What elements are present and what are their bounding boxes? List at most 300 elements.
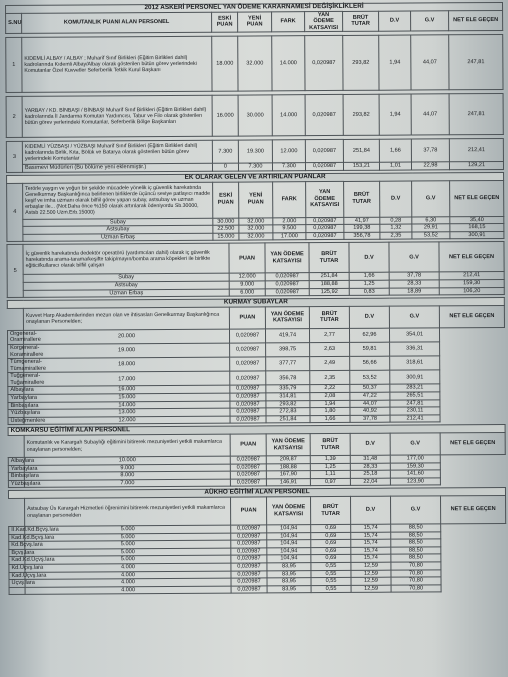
row-label: Üsteğmenlere bbox=[8, 417, 24, 425]
cell-net: 159,30 bbox=[439, 279, 504, 287]
cell-yeni: 32.000 bbox=[239, 225, 273, 233]
cell-gv: 18,89 bbox=[389, 287, 439, 295]
cell-katsayi: 0,020987 bbox=[230, 371, 266, 385]
cell-gv: 31,48 bbox=[350, 455, 390, 463]
cell-gv: 12,59 bbox=[351, 577, 391, 585]
cell-dv: 0,69 bbox=[311, 532, 351, 540]
cell-brut: 83,95 bbox=[267, 585, 311, 593]
cell-net: 230,11 bbox=[390, 407, 440, 415]
table-row bbox=[7, 287, 504, 298]
cell-gv: 12,59 bbox=[351, 570, 391, 578]
section-description: Kuvvet Harp Akademilerinden mezun olan ve ihtisasları Genelkurmay Başkanlığınca onaylanan Personelden; bbox=[23, 307, 229, 330]
cell-gv: 12,59 bbox=[351, 585, 391, 593]
row-number: 4 bbox=[7, 183, 23, 242]
cell-dv: 0,55 bbox=[311, 578, 351, 586]
cell-fark: 9.500 bbox=[273, 225, 306, 233]
page bbox=[5, 2, 506, 595]
cell-gv: 22,04 bbox=[350, 478, 390, 486]
cell-gv: 44,07 bbox=[411, 94, 449, 135]
cell-net: 168,15 bbox=[450, 224, 504, 232]
header-cell: BRÜT TUTAR bbox=[309, 243, 349, 273]
cell-katsayi: 0,020987 bbox=[230, 393, 266, 401]
cell-gv: 37,78 bbox=[411, 139, 449, 162]
cell-gv: 15,74 bbox=[351, 524, 391, 532]
section-title: EK OLARAK GELEN VE ARTIRILAN PUANLAR bbox=[7, 172, 504, 183]
cell-eski: 16.000 bbox=[212, 95, 238, 136]
cell-puan: 15.000 bbox=[24, 393, 230, 402]
cell-brut: 272,83 bbox=[266, 408, 310, 416]
cell-brut: 104,94 bbox=[267, 532, 311, 540]
cell-brut: 356,78 bbox=[344, 232, 380, 240]
section-title: AÜKHO EĞİTİMİ ALAN PERSONEL bbox=[8, 488, 505, 499]
table-row bbox=[9, 584, 506, 595]
header-cell: G.V bbox=[411, 10, 449, 31]
cell-puan: 4.000 bbox=[25, 563, 231, 572]
row-label: Astsubay bbox=[23, 281, 229, 290]
cell-puan: 16.000 bbox=[24, 386, 230, 395]
cell-fark: 7.300 bbox=[272, 163, 305, 171]
table-row bbox=[8, 477, 505, 488]
cell-net: 265,51 bbox=[390, 392, 440, 400]
header-cell: YAN ÖDEME KATSAYISI bbox=[306, 181, 344, 217]
table-row bbox=[6, 162, 503, 173]
row-label: Albaylara bbox=[8, 457, 24, 465]
cell-gv: 15,74 bbox=[351, 532, 391, 540]
row-label: Albaylara bbox=[8, 387, 24, 395]
header-cell: G.V bbox=[412, 180, 450, 216]
cell-net: 123,90 bbox=[390, 478, 440, 486]
cell-brut: 125,92 bbox=[309, 288, 349, 296]
row-label: Korgeneral-Koramirallere bbox=[8, 344, 24, 358]
cell-dv: 1,25 bbox=[349, 280, 389, 288]
cell-katsayi: 0,020987 bbox=[231, 586, 267, 594]
cell-dv: 2,63 bbox=[310, 342, 350, 356]
cell-brut: 104,94 bbox=[267, 555, 311, 563]
cell-dv: 0,69 bbox=[311, 540, 351, 548]
main-table bbox=[5, 2, 504, 173]
cell-gv: 15,74 bbox=[351, 547, 391, 555]
cell-brut: 356,78 bbox=[266, 371, 310, 385]
cell-dv: 1,66 bbox=[310, 415, 350, 423]
cell-puan: 9.000 bbox=[229, 281, 265, 289]
cell-net: 354,01 bbox=[389, 328, 439, 342]
cell-dv: 0,55 bbox=[311, 585, 351, 593]
row-label: Yüzbaşılara bbox=[8, 410, 24, 418]
cell-brut: 83,95 bbox=[267, 570, 311, 578]
cell-dv: 0,55 bbox=[311, 562, 351, 570]
row-description: Basımevi Müdürleri (Bu bölüme yeni eklenmiştir.) bbox=[22, 164, 212, 173]
cell-yeni: 19.300 bbox=[238, 140, 272, 163]
cell-gv: 62,96 bbox=[349, 328, 389, 342]
cell-eski: 7.300 bbox=[212, 140, 238, 163]
cell-eski: 22.500 bbox=[213, 225, 239, 233]
header-cell: D.V bbox=[349, 243, 389, 273]
cell-puan: 17.000 bbox=[24, 371, 230, 386]
cell-puan: 19.000 bbox=[24, 343, 230, 358]
cell-brut: 146,91 bbox=[266, 478, 310, 486]
cell-gv: 37,78 bbox=[350, 415, 390, 423]
cell-net: 35,40 bbox=[450, 216, 504, 224]
header-cell: PUAN bbox=[230, 434, 266, 456]
cell-gv: 6,30 bbox=[412, 216, 450, 224]
cell-net: 106,20 bbox=[439, 287, 504, 295]
cell-puan: 6.000 bbox=[229, 288, 265, 296]
header-cell: PUAN bbox=[229, 243, 265, 273]
cell-katsayi: 0,020987 bbox=[229, 329, 265, 343]
cell-brut: 188,88 bbox=[309, 280, 349, 288]
cell-katsayi: 0,020987 bbox=[231, 525, 267, 533]
cell-katsayi: 0,020987 bbox=[230, 456, 266, 464]
cell-yeni: 30.000 bbox=[238, 95, 272, 136]
row-label: Orgeneral-Oramirallere bbox=[7, 330, 23, 344]
cell-net: 141,60 bbox=[390, 470, 440, 478]
row-label: Binbaşılara bbox=[8, 473, 24, 481]
cell-puan: 4.000 bbox=[25, 571, 231, 580]
cell-katsayi: 0,020987 bbox=[230, 357, 266, 371]
section-title: KOMKARSU EĞİTİMİ ALAN PERSONEL bbox=[8, 425, 505, 436]
cell-puan: 5.000 bbox=[25, 540, 231, 549]
row-label: Subay bbox=[23, 218, 213, 227]
header-cell: KOMUTANLIK PUANI ALAN PERSONEL bbox=[22, 12, 212, 34]
cell-brut: 83,95 bbox=[267, 563, 311, 571]
cell-dv: 2,77 bbox=[309, 328, 349, 342]
cell-dv: 1,39 bbox=[310, 455, 350, 463]
cell-yeni: 32.000 bbox=[238, 36, 272, 91]
cell-katsayi: 0,020987 bbox=[265, 288, 309, 296]
section-description: Komutanlık ve Karargah Subaylığı eğitimini bitirerek mezuniyetleri yetkili makamlarca onaylanan personelden; bbox=[24, 434, 230, 457]
cell-net: 212,41 bbox=[439, 272, 504, 280]
cell-puan: 4.000 bbox=[25, 578, 231, 587]
cell-katsayi: 0,020987 bbox=[231, 548, 267, 556]
cell-net: 247,81 bbox=[390, 400, 440, 408]
table-row bbox=[6, 94, 503, 138]
page-title: 2012 ASKERİ PERSONEL YAN ÖDEME KARARNAMESİ DEĞİŞİKLİKLERİ bbox=[6, 2, 503, 13]
section-title: KURMAY SUBAYLAR bbox=[7, 298, 504, 309]
section-5-table bbox=[6, 241, 504, 298]
cell-dv: 1,11 bbox=[310, 471, 350, 479]
cell-dv: 1,80 bbox=[310, 408, 350, 416]
s5-header-row bbox=[7, 242, 504, 275]
cell-gv: 28,33 bbox=[350, 463, 390, 471]
cell-eski: 18.000 bbox=[212, 36, 238, 91]
header-cell: G.V bbox=[390, 433, 440, 455]
header-cell: ESKİ PUAN bbox=[213, 182, 239, 218]
cell-net: 247,81 bbox=[449, 94, 503, 135]
header-cell: NET ELE GEÇEN bbox=[439, 242, 504, 272]
cell-brut: 251,84 bbox=[343, 140, 379, 163]
header-cell: YAN ÖDEME KATSAYISI bbox=[267, 497, 311, 525]
cell-puan: 5.000 bbox=[25, 533, 231, 542]
kurmay-header-row bbox=[7, 305, 504, 330]
cell-net: 88,50 bbox=[391, 531, 441, 539]
cell-net: 318,61 bbox=[390, 356, 440, 370]
header-cell: NET ELE GEÇEN bbox=[440, 432, 505, 454]
row-description: KIDEMLİ YÜZBAŞI / YÜZBAŞI Muharif Sınıf Birlikleri (Eğitim Birlikleri dahil) kadrolarında Birlik, Kıta, Bölük ve Batarya olarak gösterilen bütün görev yerlerindeki Komutanlar bbox=[22, 141, 212, 165]
cell-katsayi: 0,020987 bbox=[231, 570, 267, 578]
cell-katsayi: 0,020987 bbox=[230, 464, 266, 472]
cell-net: 336,31 bbox=[390, 342, 440, 356]
header-cell: YAN ÖDEME KATSAYISI bbox=[265, 243, 309, 273]
cell-puan: 5.000 bbox=[25, 548, 231, 557]
row-description: YARBAY / KD. BİNBAŞI / BİNBAŞI Muharif Sınıf Birlikleri (Eğitim Birlikleri dahil) kadrolarında İl Jandarma Komutan Yardımcısı, Tabur ve Filo olarak gösterilen bütün görev yerlerindeki Komutanlar, Seferberlik Bölge Başkanları bbox=[22, 96, 212, 138]
table-row bbox=[7, 231, 504, 242]
cell-eski: 15.000 bbox=[213, 233, 239, 241]
cell-puan: 20.000 bbox=[23, 329, 229, 344]
header-cell: NET ELE GEÇEN bbox=[450, 180, 504, 216]
row-description: KIDEMLİ ALBAY / ALBAY ; Muharif Sınıf Birlikleri (Eğitim Birlikleri dahil) kadrolarında Kıdemli Albay/Albay olarak gösterilen bütün görev yerlerindeki Komutanlar Özel Kuvvetler Seferberlik Tetkik Kurul Başkanı bbox=[22, 37, 212, 93]
cell-katsayi: 0,020987 bbox=[231, 555, 267, 563]
cell-brut: 293,82 bbox=[266, 400, 310, 408]
header-cell: BRÜT TUTAR bbox=[343, 11, 379, 32]
cell-gv: 15,74 bbox=[351, 539, 391, 547]
cell-brut: 251,84 bbox=[266, 415, 310, 423]
cell-katsayi: 0,020987 bbox=[306, 217, 344, 225]
cell-gv: 22,98 bbox=[411, 162, 449, 170]
header-cell: FARK bbox=[273, 181, 306, 217]
cell-brut: 398,75 bbox=[266, 343, 310, 357]
cell-dv: 1,94 bbox=[379, 35, 411, 90]
cell-puan: 7.000 bbox=[24, 479, 230, 488]
cell-katsayi: 0,020987 bbox=[230, 471, 266, 479]
cell-brut: 293,82 bbox=[343, 36, 379, 91]
cell-brut: 104,94 bbox=[267, 547, 311, 555]
header-cell: S.NU bbox=[6, 13, 22, 34]
table-row bbox=[6, 139, 503, 165]
cell-eski: 30.000 bbox=[213, 218, 239, 226]
cell-dv: 0,83 bbox=[349, 288, 389, 296]
cell-gv: 56,66 bbox=[350, 356, 390, 370]
row-number: 1 bbox=[6, 38, 22, 93]
header-cell: NET ELE GEÇEN bbox=[449, 10, 503, 31]
cell-dv: 0,97 bbox=[310, 478, 350, 486]
cell-katsayi: 0,020987 bbox=[265, 273, 309, 281]
cell-gv: 40,92 bbox=[350, 407, 390, 415]
row-label: Tümgeneral-Tümamirallere bbox=[8, 358, 24, 372]
cell-net: 70,80 bbox=[391, 585, 441, 593]
row-label: Bçvş.lara bbox=[9, 549, 25, 557]
cell-dv: 1,25 bbox=[310, 463, 350, 471]
row-label: Kd.Üçvş.lara bbox=[9, 564, 25, 572]
header-cell: G.V bbox=[391, 496, 441, 524]
cell-dv: 0,69 bbox=[311, 555, 351, 563]
cell-puan: 5.000 bbox=[25, 525, 231, 534]
row-label: Subay bbox=[23, 273, 229, 282]
header-cell: G.V bbox=[389, 242, 439, 272]
cell-brut: 199,38 bbox=[344, 224, 380, 232]
cell-net: 88,50 bbox=[391, 539, 441, 547]
cell-dv: 0,55 bbox=[311, 570, 351, 578]
cell-net: 212,41 bbox=[449, 139, 503, 162]
cell-katsayi: 0,020987 bbox=[265, 281, 309, 289]
cell-dv: 0,69 bbox=[311, 524, 351, 532]
cell-brut: 293,82 bbox=[343, 95, 379, 136]
cell-puan: 10.000 bbox=[24, 456, 230, 465]
cell-yeni: 32.000 bbox=[239, 233, 273, 241]
komkarsu-table bbox=[8, 424, 506, 488]
section-description: Astsubay Üs Karargah Hizmetleri öğrenimini bitirerek mezuniyetleri yetkili makamlarca onaylanan personelden bbox=[25, 497, 231, 526]
cell-net: 247,81 bbox=[449, 35, 503, 90]
header-cell: ESKİ PUAN bbox=[212, 12, 238, 33]
header-cell: YENİ PUAN bbox=[239, 181, 273, 217]
cell-fark: 12.000 bbox=[272, 140, 305, 163]
cell-katsayi: 0,020987 bbox=[305, 36, 343, 91]
cell-brut: 335,79 bbox=[266, 385, 310, 393]
cell-brut: 419,74 bbox=[265, 328, 309, 342]
cell-yeni: 32.000 bbox=[239, 217, 273, 225]
cell-dv: 0,69 bbox=[311, 547, 351, 555]
header-cell: PUAN bbox=[231, 497, 267, 525]
cell-brut: 41,97 bbox=[344, 217, 380, 225]
cell-gv: 25,18 bbox=[350, 470, 390, 478]
row-label: Kad.Kd.Üçvş.lara bbox=[9, 557, 25, 565]
cell-gv: 53,52 bbox=[350, 370, 390, 384]
cell-gv: 29,91 bbox=[412, 224, 450, 232]
cell-net: 300,91 bbox=[450, 231, 504, 239]
cell-gv: 44,07 bbox=[350, 400, 390, 408]
section-description: Terörle yaygın ve yoğun bir şekilde mücadele yönelik iç güvenlik harekatında Genelkurmay Başkanlığınca belirlenen birliklerde üçüncü seviye patlayıcı madde keşif ve imha uzmanı olarak bilfiil görev yapan subay, astsubay ve uzman erbaşlar ile... (Not:Daha önce %150 olarak artırılarak ödeniyordu Sb.30000, Astsb 22.500 Uzm.Erb.15000) bbox=[23, 182, 213, 219]
cell-katsayi: 0,020987 bbox=[230, 416, 266, 424]
cell-dv: 1,94 bbox=[310, 400, 350, 408]
cell-katsayi: 0,020987 bbox=[305, 163, 343, 171]
cell-brut: 167,90 bbox=[266, 471, 310, 479]
row-label: II.Kad.Kd.Bçvş.lara bbox=[9, 526, 25, 534]
header-cell: FARK bbox=[272, 11, 305, 32]
cell-dv: 2,22 bbox=[310, 385, 350, 393]
header-cell: YAN ÖDEME KATSAYISI bbox=[265, 306, 309, 328]
cell-puan: 12.000 bbox=[229, 273, 265, 281]
cell-puan: 12.000 bbox=[24, 416, 230, 425]
header-cell: YENİ PUAN bbox=[238, 11, 272, 32]
cell-brut: 104,94 bbox=[267, 525, 311, 533]
row-label: Üçvş.lara bbox=[9, 580, 25, 588]
cell-puan: 5.000 bbox=[25, 556, 231, 565]
cell-dv: 1,66 bbox=[349, 273, 389, 281]
cell-katsayi: 0,020987 bbox=[305, 140, 343, 163]
header-cell: BRÜT TUTAR bbox=[310, 433, 350, 455]
cell-net: 159,30 bbox=[390, 462, 440, 470]
ek-puan-table bbox=[6, 172, 505, 242]
cell-net: 212,41 bbox=[390, 415, 440, 423]
cell-puan: 4.000 bbox=[25, 586, 231, 595]
cell-gv: 28,33 bbox=[389, 280, 439, 288]
row-number: 3 bbox=[6, 142, 22, 173]
cell-katsayi: 0,020987 bbox=[231, 578, 267, 586]
cell-brut: 209,87 bbox=[266, 456, 310, 464]
cell-katsayi: 0,020987 bbox=[231, 540, 267, 548]
cell-eski: 0 bbox=[212, 163, 238, 171]
cell-brut: 83,95 bbox=[267, 578, 311, 586]
aukho-table bbox=[8, 487, 507, 595]
cell-puan: 9.000 bbox=[24, 464, 230, 473]
cell-puan: 8.000 bbox=[24, 471, 230, 480]
cell-brut: 251,84 bbox=[309, 273, 349, 281]
cell-katsayi: 0,020987 bbox=[305, 95, 343, 136]
cell-yeni: 7.300 bbox=[238, 163, 272, 171]
cell-dv: 2,35 bbox=[380, 232, 412, 240]
cell-brut: 153,21 bbox=[343, 163, 379, 171]
komkarsu-header-row bbox=[8, 432, 505, 457]
header-cell: NET ELE GEÇEN bbox=[441, 495, 506, 523]
header-cell: D.V bbox=[380, 181, 412, 217]
cell-fark: 14.000 bbox=[272, 36, 305, 91]
header-cell: BRÜT TUTAR bbox=[311, 496, 351, 524]
header-cell: D.V bbox=[350, 433, 390, 455]
row-label: Binbaşılara bbox=[8, 402, 24, 410]
cell-fark: 2.000 bbox=[273, 217, 306, 225]
cell-dv: 1,66 bbox=[379, 139, 411, 162]
header-cell: YAN ÖDEME KATSAYISI bbox=[266, 434, 310, 456]
cell-fark: 14.000 bbox=[272, 95, 305, 136]
cell-gv: 15,74 bbox=[351, 555, 391, 563]
cell-net: 70,80 bbox=[391, 569, 441, 577]
cell-net: 88,50 bbox=[391, 547, 441, 555]
cell-gv: 37,78 bbox=[389, 272, 439, 280]
cell-gv: 12,59 bbox=[351, 562, 391, 570]
cell-katsayi: 0,020987 bbox=[306, 232, 344, 240]
header-cell: BRÜT TUTAR bbox=[344, 181, 380, 217]
cell-brut: 377,77 bbox=[266, 357, 310, 371]
cell-net: 88,50 bbox=[391, 554, 441, 562]
table-row bbox=[8, 414, 505, 425]
cell-dv: 2,49 bbox=[310, 356, 350, 370]
cell-dv: 2,35 bbox=[310, 371, 350, 385]
header-cell: G.V bbox=[389, 306, 439, 328]
cell-katsayi: 0,020987 bbox=[231, 533, 267, 541]
cell-dv: 0,28 bbox=[380, 217, 412, 225]
cell-brut: 188,88 bbox=[266, 463, 310, 471]
section-description: İç güvenlik harekatında dedektör operatörü (yardımcıları dahil) olarak iç güvenlik harekatında arama-tarama/keşifte takip/mayın/bomba arama köpekleri ile birlikte eğitici/kullanıcı olarak bilfiil çalışan bbox=[23, 243, 229, 274]
cell-puan: 13.000 bbox=[24, 408, 230, 417]
row-label: Tuğgeneral-Tuğamirallere bbox=[8, 373, 24, 387]
row-label: Yarbaylara bbox=[8, 465, 24, 473]
cell-gv: 53,52 bbox=[412, 232, 450, 240]
row-label: Kd.Bçvş.lara bbox=[9, 542, 25, 550]
cell-puan: 18.000 bbox=[24, 357, 230, 372]
cell-brut: 314,81 bbox=[266, 393, 310, 401]
row-label bbox=[9, 587, 25, 595]
cell-net: 70,80 bbox=[391, 577, 441, 585]
cell-puan: 14.000 bbox=[24, 401, 230, 410]
header-cell: D.V bbox=[379, 11, 411, 32]
row-label: Kad.Kd.Bçvş.lara bbox=[9, 534, 25, 542]
cell-katsayi: 0,020987 bbox=[230, 343, 266, 357]
row-label: Yüzbaşılara bbox=[8, 480, 24, 488]
cell-net: 129,21 bbox=[449, 162, 503, 170]
cell-net: 300,91 bbox=[390, 370, 440, 384]
cell-dv: 1,94 bbox=[379, 94, 411, 135]
cell-katsayi: 0,020987 bbox=[230, 401, 266, 409]
row-number: 5 bbox=[7, 245, 23, 298]
cell-katsayi: 0,020987 bbox=[230, 479, 266, 487]
cell-katsayi: 0,020987 bbox=[230, 385, 266, 393]
ek-header-row bbox=[7, 180, 504, 219]
header-cell: D.V bbox=[351, 496, 391, 524]
header-cell: PUAN bbox=[229, 307, 265, 329]
cell-katsayi: 0,020987 bbox=[231, 563, 267, 571]
row-label: Astsubay bbox=[23, 225, 213, 234]
cell-katsayi: 0,020987 bbox=[306, 225, 344, 233]
cell-net: 177,00 bbox=[390, 455, 440, 463]
table-row bbox=[6, 35, 503, 93]
cell-gv: 47,22 bbox=[350, 392, 390, 400]
cell-katsayi: 0,020987 bbox=[230, 408, 266, 416]
cell-dv: 2,08 bbox=[310, 392, 350, 400]
header-cell: BRÜT TUTAR bbox=[309, 306, 349, 328]
row-label: Uzman Erbaş bbox=[23, 233, 213, 242]
kurmay-table bbox=[7, 297, 506, 425]
row-label: Uzman Erbaş bbox=[23, 289, 229, 298]
aukho-header-row bbox=[9, 495, 506, 526]
